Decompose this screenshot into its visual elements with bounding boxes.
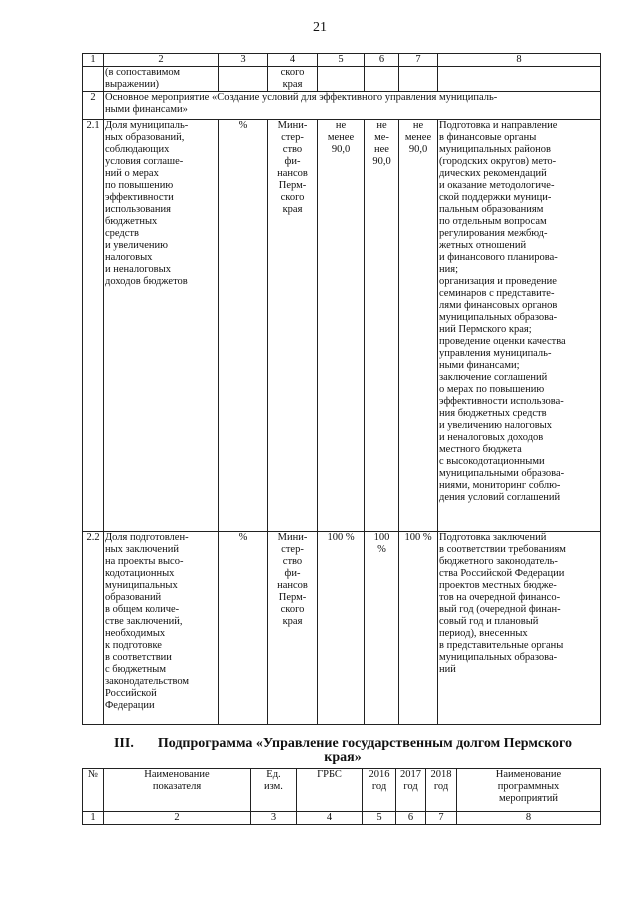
row-2-1-grbs: Мини- стер- ство фи- нансов Перм- ского края [268, 120, 318, 532]
sub-col-number-8: 8 [457, 812, 601, 825]
section-2-title: Основное мероприятие «Создание условий для эффективного управления муниципаль- ными финансами» [104, 92, 601, 120]
section-2-row [83, 92, 601, 120]
row-2-2-number: 2.2 [83, 532, 104, 725]
header-unit: Ед. изм. [251, 769, 297, 812]
header-grbs: ГРБС [297, 769, 363, 812]
row-2-2-measures: Подготовка заключений в соответствии требованиям бюджетного законодатель- ства Российской Федерации проектов местных бюдже- тов на очередной финансо- вый год (очередной финан- совый год и плановый период), внесенных в представительные органы муниципальных образова- ний [438, 532, 601, 725]
col-number-3: 3 [219, 54, 268, 67]
row-2-1-number: 2.1 [83, 120, 104, 532]
header-year-2018: 2018 год [426, 769, 457, 812]
continuation-row [83, 67, 601, 92]
row-2-1-measures: Подготовка и направление в финансовые органы муниципальных районов (городских округов) мето- дических рекомендаций и оказание методологиче- ской поддержки муници- пальным образованиям по отдельным вопросам регулирования межбюд- жетных отношений и финансового планирова- ния; организация и проведение семинаров с представите- лями финансовых органов муниципальных образова- ний Пермского края; проведение оценки качества управления муниципаль- ными финансами; заключение соглашений о мерах по повышению эффективности использова- ния бюджетных средств и увеличению налоговых и неналоговых доходов местного бюджета с высокодотационными муниципальными образова- ниями, мониторинг соблю- дения условий соглашений [438, 120, 601, 532]
row-2-2-grbs: Мини- стер- ство фи- нансов Перм- ского края [268, 532, 318, 725]
subprogram-3-column-numbers-row [83, 812, 601, 825]
table-row-2-2 [83, 532, 601, 725]
sub-col-number-1: 1 [83, 812, 104, 825]
table-row-2-1 [83, 120, 601, 532]
row-2-2-value-2017: 100 % [365, 532, 399, 725]
sub-col-number-2: 2 [104, 812, 251, 825]
column-numbers-row [83, 54, 601, 67]
header-number: № [83, 769, 104, 812]
subprogram-3-title: Подпрограмма «Управление государственным долгом Пермского края» [157, 736, 572, 765]
row-2-2-value-2018: 100 % [399, 532, 438, 725]
row-2-1-value-2017: не ме- нее 90,0 [365, 120, 399, 532]
section-2-number: 2 [83, 92, 104, 120]
header-indicator-name: Наименование показателя [104, 769, 251, 812]
sub-col-number-3: 3 [251, 812, 297, 825]
row-2-1-unit: % [219, 120, 268, 532]
col-number-1: 1 [83, 54, 104, 67]
row-2-2-unit: % [219, 532, 268, 725]
sub-col-number-6: 6 [396, 812, 426, 825]
row-2-1-value-2018: не менее 90,0 [399, 120, 438, 532]
row-2-1-value-2016: не менее 90,0 [318, 120, 365, 532]
header-measures: Наименование программных мероприятий [457, 769, 601, 812]
sub-col-number-7: 7 [426, 812, 457, 825]
col-number-4: 4 [268, 54, 318, 67]
row-2-1-indicator-name: Доля муниципаль- ных образований, соблюдающих условия соглаше- ний о мерах по повышению эффективности использования бюджетных средств и увеличению налоговых и неналоговых доходов бюджетов [104, 120, 219, 532]
subprogram-3-heading [88, 737, 598, 765]
subprogram-3-table [82, 768, 601, 825]
page-number: 21 [313, 20, 327, 35]
header-year-2017: 2017 год [396, 769, 426, 812]
sub-col-number-4: 4 [297, 812, 363, 825]
subprogram-3-number: III. [113, 736, 134, 751]
indicators-table [82, 53, 601, 725]
col-number-8: 8 [438, 54, 601, 67]
col-number-2: 2 [104, 54, 219, 67]
col-number-6: 6 [365, 54, 399, 67]
row-2-2-value-2016: 100 % [318, 532, 365, 725]
subprogram-3-header-row [83, 769, 601, 812]
continuation-indicator-text: (в сопоставимом выражении) [104, 67, 219, 92]
col-number-5: 5 [318, 54, 365, 67]
sub-col-number-5: 5 [363, 812, 396, 825]
header-year-2016: 2016 год [363, 769, 396, 812]
row-2-2-indicator-name: Доля подготовлен- ных заключений на проекты высо- кодотационных муниципальных образований в общем количе- стве заключений, необходимых к подготовке в соответствии с бюджетным законодательством Российской Федерации [104, 532, 219, 725]
col-number-7: 7 [399, 54, 438, 67]
continuation-grbs-text: ского края [268, 67, 318, 92]
